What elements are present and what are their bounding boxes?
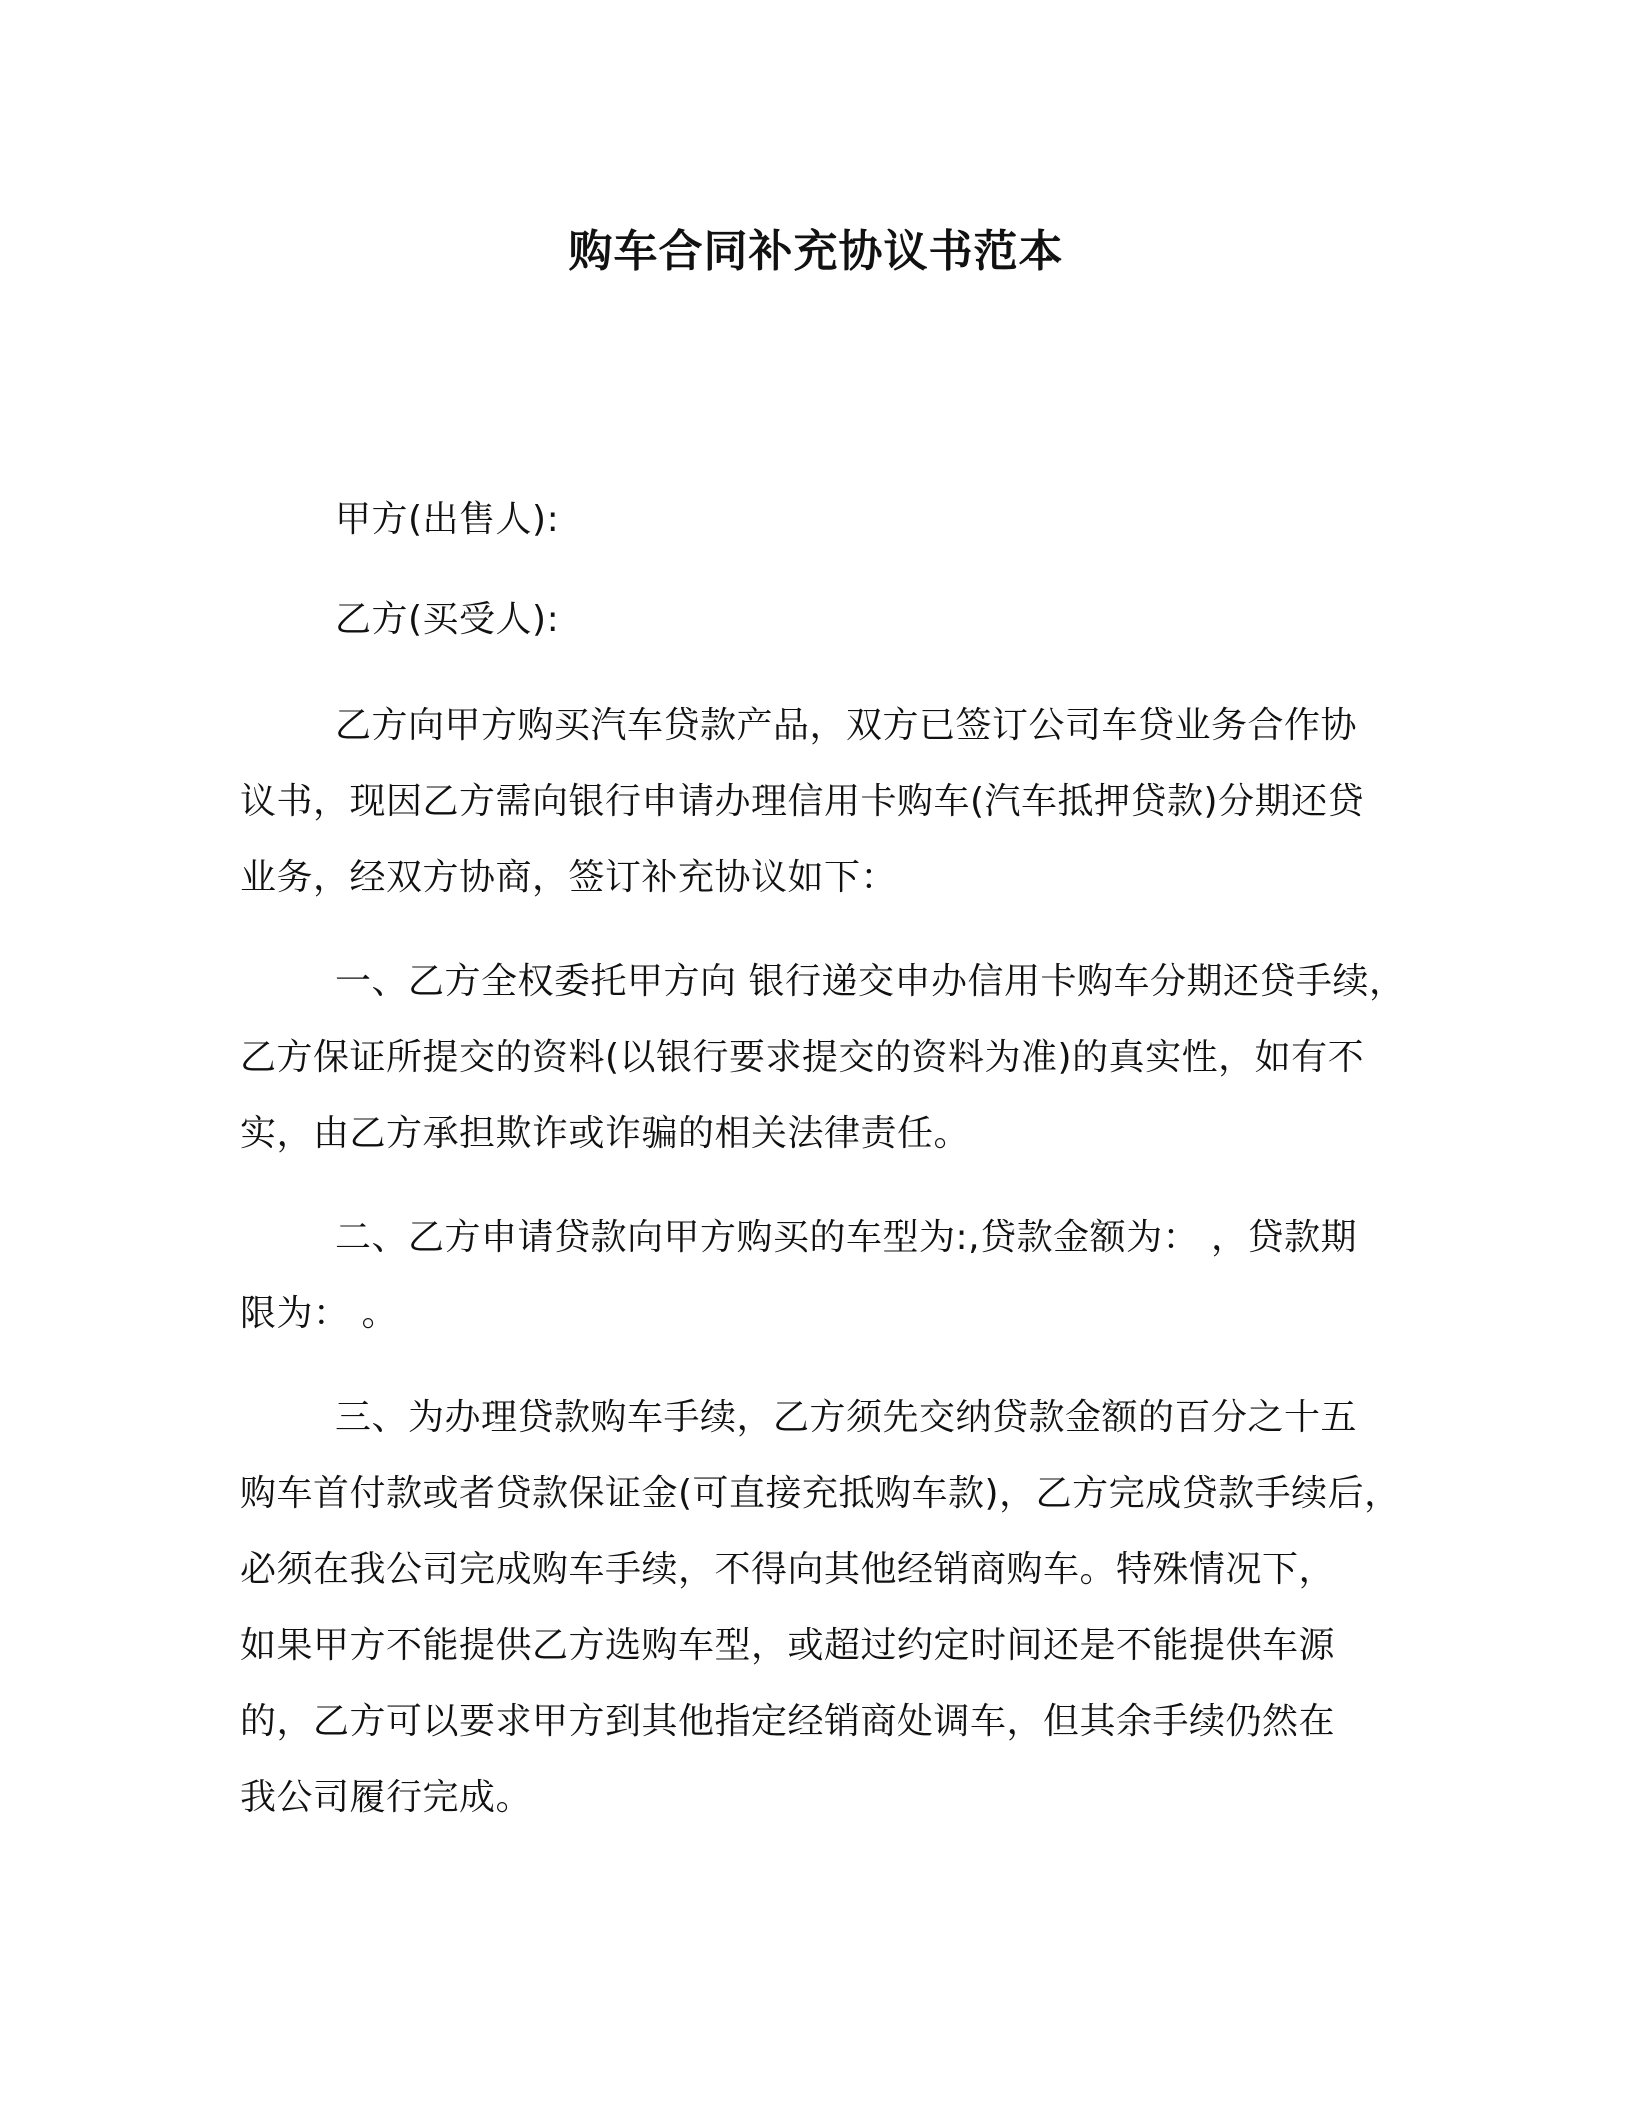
paragraph-4-line-6: 我公司履行完成。: [240, 1777, 533, 1818]
paragraph-4-line-2: 购车首付款或者贷款保证金(可直接充抵购车款)，乙方完成贷款手续后，: [240, 1473, 1401, 1514]
party-a-label: 甲方(出售人):: [335, 499, 560, 540]
paragraph-1-line-2: 议书，现因乙方需向银行申请办理信用卡购车(汽车抵押贷款)分期还贷: [240, 781, 1365, 822]
paragraph-3-line-2: 限为： 。: [240, 1293, 398, 1334]
paragraph-2-line-1: 一、乙方全权委托甲方向 银行递交申办信用卡购车分期还贷手续，: [335, 961, 1406, 1002]
paragraph-4-line-1: 三、为办理贷款购车手续，乙方须先交纳贷款金额的百分之十五: [335, 1397, 1358, 1438]
paragraph-1-line-3: 业务，经双方协商，签订补充协议如下：: [240, 857, 898, 898]
paragraph-3-line-1: 二、乙方申请贷款向甲方购买的车型为:,贷款金额为： ，贷款期: [335, 1217, 1358, 1258]
paragraph-2-line-2: 乙方保证所提交的资料(以银行要求提交的资料为准)的真实性，如有不: [240, 1037, 1365, 1078]
paragraph-4-line-4: 如果甲方不能提供乙方选购车型，或超过约定时间还是不能提供车源: [240, 1625, 1336, 1666]
paragraph-1-line-1: 乙方向甲方购买汽车贷款产品，双方已签订公司车贷业务合作协: [335, 705, 1358, 746]
party-b-label: 乙方(买受人):: [335, 599, 560, 640]
paragraph-4-line-5: 的，乙方可以要求甲方到其他指定经销商处调车，但其余手续仍然在: [240, 1701, 1336, 1742]
paragraph-4-line-3: 必须在我公司完成购车手续，不得向其他经销商购车。特殊情况下，: [240, 1549, 1336, 1590]
document-title: 购车合同补充协议书范本: [568, 226, 1064, 277]
paragraph-2-line-3: 实，由乙方承担欺诈或诈骗的相关法律责任。: [240, 1113, 971, 1154]
